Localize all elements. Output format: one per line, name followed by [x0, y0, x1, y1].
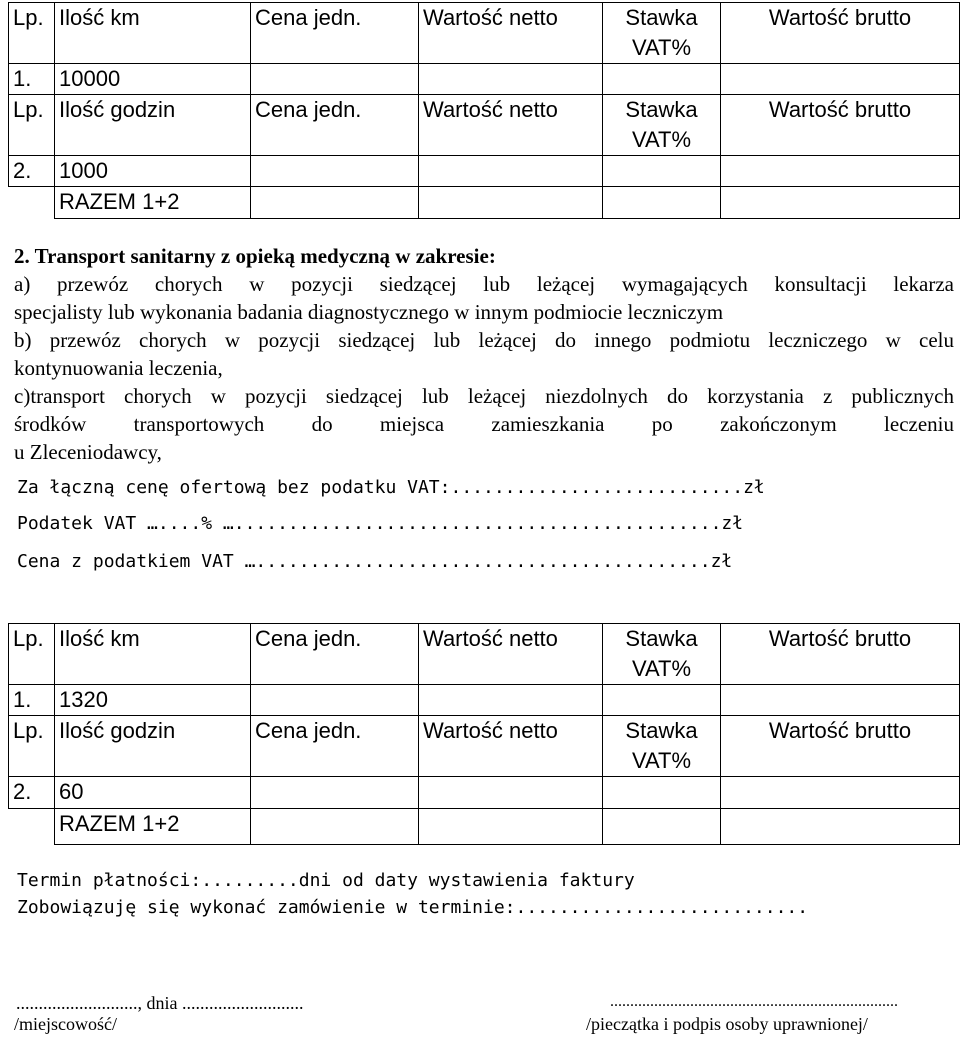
- item-c-line: środków transportowych do miejsca zamieszkania po zakończonym leczeniu: [14, 412, 954, 436]
- col-gross-value: Wartość brutto: [721, 3, 960, 64]
- col-gross-value: Wartość brutto: [721, 95, 960, 156]
- col-vat-rate: Stawka VAT%: [603, 624, 721, 685]
- col-net-value: Wartość netto: [419, 716, 603, 777]
- col-net-value: Wartość netto: [419, 3, 603, 64]
- price-table-2: [8, 623, 960, 845]
- payment-terms: Termin płatności:.........dni od daty wystawienia faktury: [17, 870, 635, 891]
- signature-label: /pieczątka i podpis osoby uprawnionej/: [586, 1014, 868, 1034]
- col-gross-value: Wartość brutto: [721, 716, 960, 777]
- item-a-line: a) przewóz chorych w pozycji siedzącej lub leżącej wymagających konsultacji lekarza: [14, 272, 954, 296]
- table-header-row: [9, 624, 960, 685]
- col-lp: Lp.: [9, 716, 55, 777]
- col-vat-rate: Stawka VAT%: [603, 95, 721, 156]
- col-lp: Lp.: [9, 95, 55, 156]
- hours-value: 1000: [55, 156, 251, 187]
- item-b-line: b) przewóz chorych w pozycji siedzącej lub leżącej do innego podmiotu leczniczego w celu: [14, 328, 954, 352]
- completion-deadline: Zobowiązuję się wykonać zamówienie w terminie:...........................: [17, 897, 809, 918]
- gross-price-line: Cena z podatkiem VAT …..........................................zł: [17, 551, 733, 572]
- section-heading: 2. Transport sanitarny z opieką medyczną w zakresie:: [14, 244, 496, 268]
- hours-value: 60: [55, 777, 251, 809]
- col-vat-rate: Stawka VAT%: [603, 3, 721, 64]
- table-header-row: [9, 716, 960, 777]
- col-vat-rate: Stawka VAT%: [603, 716, 721, 777]
- price-table-1: [8, 2, 960, 219]
- table-row: [9, 156, 960, 187]
- col-net-value: Wartość netto: [419, 95, 603, 156]
- place-date-line: ..........................., dnia ...........................: [16, 993, 304, 1013]
- item-b-line: kontynuowania leczenia,: [14, 356, 223, 380]
- col-km: Ilość km: [55, 624, 251, 685]
- col-unit-price: Cena jedn.: [251, 95, 419, 156]
- table-header-row: [9, 95, 960, 156]
- col-lp: Lp.: [9, 3, 55, 64]
- table-row: [9, 777, 960, 809]
- col-km: Ilość km: [55, 3, 251, 64]
- km-value: 10000: [55, 64, 251, 95]
- item-c-line: u Zleceniodawcy,: [14, 440, 162, 464]
- table-header-row: [9, 3, 960, 64]
- km-value: 1320: [55, 685, 251, 716]
- col-unit-price: Cena jedn.: [251, 3, 419, 64]
- table-row: [9, 685, 960, 716]
- table-total-row: [9, 187, 960, 219]
- table-row: [9, 64, 960, 95]
- row-number: 1.: [9, 685, 55, 716]
- total-label: RAZEM 1+2: [55, 187, 251, 219]
- col-net-value: Wartość netto: [419, 624, 603, 685]
- col-hours: Ilość godzin: [55, 95, 251, 156]
- col-hours: Ilość godzin: [55, 716, 251, 777]
- place-label: /miejscowość/: [14, 1014, 117, 1034]
- col-unit-price: Cena jedn.: [251, 624, 419, 685]
- total-label: RAZEM 1+2: [55, 809, 251, 845]
- service-description: [14, 242, 954, 466]
- item-c-line: c)transport chorych w pozycji siedzącej lub leżącej niezdolnych do korzystania z publicznych: [14, 384, 954, 408]
- row-number: 2.: [9, 777, 55, 809]
- col-gross-value: Wartość brutto: [721, 624, 960, 685]
- table-total-row: [9, 809, 960, 845]
- col-lp: Lp.: [9, 624, 55, 685]
- net-price-line: Za łączną cenę ofertową bez podatku VAT:...........................zł: [17, 477, 765, 498]
- row-number: 1.: [9, 64, 55, 95]
- signature-line: ........................................................................: [610, 993, 898, 1010]
- row-number: 2.: [9, 156, 55, 187]
- item-a-line: specjalisty lub wykonania badania diagnostycznego w innym podmiocie leczniczym: [14, 300, 724, 324]
- tax-line: Podatek VAT …....% ….............................................zł: [17, 513, 744, 534]
- col-unit-price: Cena jedn.: [251, 716, 419, 777]
